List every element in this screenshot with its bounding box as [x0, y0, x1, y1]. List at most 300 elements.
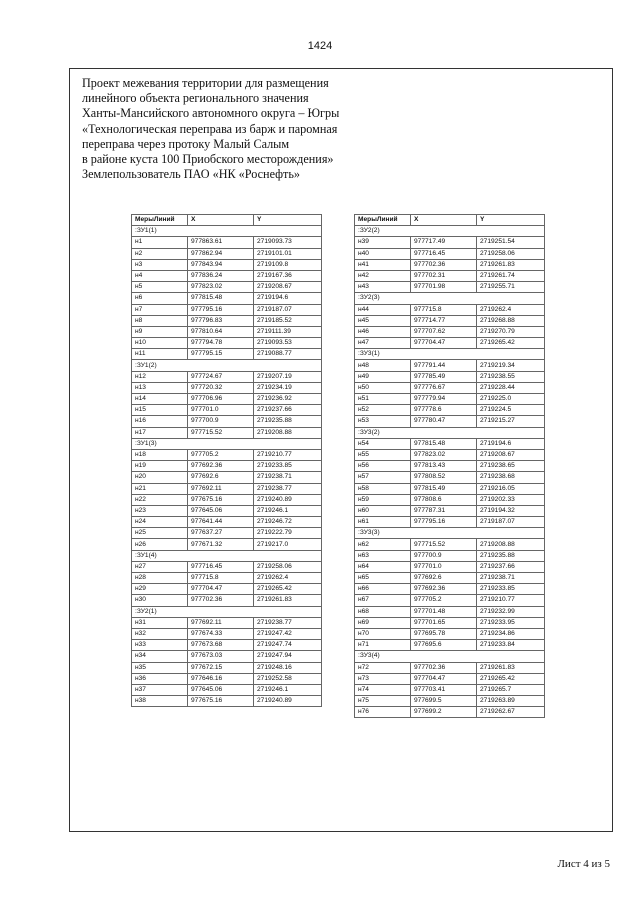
coord-x: 977705.2	[411, 595, 477, 606]
coord-x: 977813.43	[411, 461, 477, 472]
point-name: н58	[355, 483, 411, 494]
page-number: 1424	[307, 40, 333, 52]
group-row	[132, 226, 322, 237]
coord-y: 2719093.53	[254, 338, 322, 349]
point-name: н50	[355, 382, 411, 393]
coord-x: 977701.48	[411, 606, 477, 617]
table-row	[355, 539, 545, 550]
coord-x: 977703.41	[411, 684, 477, 695]
coord-x: 977701.98	[411, 282, 477, 293]
coord-x: 977673.68	[188, 640, 254, 651]
coord-x: 977702.31	[411, 270, 477, 281]
table-row	[355, 707, 545, 718]
point-name: н63	[355, 550, 411, 561]
group-label: :ЗУ1(1)	[132, 226, 322, 237]
table-row	[355, 282, 545, 293]
coord-y: 2719224.5	[477, 405, 545, 416]
coord-x: 977715.8	[188, 573, 254, 584]
table-row	[355, 684, 545, 695]
group-row	[355, 651, 545, 662]
coord-x: 977795.16	[188, 304, 254, 315]
coord-y: 2719246.72	[254, 517, 322, 528]
table-row	[355, 640, 545, 651]
table-row	[132, 505, 322, 516]
coord-x: 977707.62	[411, 326, 477, 337]
table-row	[132, 248, 322, 259]
coord-y: 2719261.74	[477, 270, 545, 281]
coord-x: 977716.45	[411, 248, 477, 259]
coord-y: 2719233.85	[477, 584, 545, 595]
title-line: переправа через протоку Малый Салым	[82, 136, 290, 151]
coord-y: 2719187.07	[477, 517, 545, 528]
table-row	[132, 293, 322, 304]
table-row	[132, 304, 322, 315]
coord-y: 2719265.42	[477, 338, 545, 349]
coord-y: 2719238.77	[254, 483, 322, 494]
coord-x: 977645.06	[188, 505, 254, 516]
coord-x: 977778.6	[411, 405, 477, 416]
coord-x: 977692.36	[188, 461, 254, 472]
title-line: Проект межевания территории для размещения	[82, 76, 329, 90]
coord-y: 2719238.71	[477, 573, 545, 584]
coord-x: 977700.9	[188, 416, 254, 427]
coord-y: 2719268.88	[477, 315, 545, 326]
coord-x: 977695.78	[411, 628, 477, 639]
coord-x: 977702.36	[188, 595, 254, 606]
group-row	[355, 349, 545, 360]
coord-x: 977692.6	[411, 573, 477, 584]
coord-y: 2719237.66	[254, 405, 322, 416]
point-name: н24	[132, 517, 188, 528]
group-row	[132, 606, 322, 617]
point-name: н42	[355, 270, 411, 281]
group-label: :ЗУ3(1)	[355, 349, 545, 360]
point-name: н60	[355, 505, 411, 516]
point-name: н26	[132, 539, 188, 550]
point-name: н45	[355, 315, 411, 326]
point-name: н8	[132, 315, 188, 326]
table-row	[132, 371, 322, 382]
coord-x: 977706.96	[188, 394, 254, 405]
point-name: н6	[132, 293, 188, 304]
coord-y: 2719261.83	[254, 595, 322, 606]
coordinates-table-right	[354, 214, 545, 718]
table-row	[132, 394, 322, 405]
coord-y: 2719238.71	[254, 472, 322, 483]
document-title	[82, 76, 382, 182]
coord-y: 2719238.65	[477, 461, 545, 472]
point-name: н51	[355, 394, 411, 405]
table-row	[355, 662, 545, 673]
group-row	[132, 550, 322, 561]
table-row	[132, 617, 322, 628]
point-name: н7	[132, 304, 188, 315]
point-name: н41	[355, 259, 411, 270]
coord-x: 977715.52	[411, 539, 477, 550]
coord-y: 2719093.73	[254, 237, 322, 248]
coord-y: 2719240.89	[254, 494, 322, 505]
coord-y: 2719270.79	[477, 326, 545, 337]
coord-x: 977646.16	[188, 673, 254, 684]
coord-x: 977641.44	[188, 517, 254, 528]
point-name: н64	[355, 561, 411, 572]
table-row	[355, 584, 545, 595]
coord-y: 2719247.94	[254, 651, 322, 662]
point-name: н39	[355, 237, 411, 248]
point-name: н61	[355, 517, 411, 528]
coord-x: 977672.15	[188, 662, 254, 673]
point-name: н62	[355, 539, 411, 550]
point-name: н13	[132, 382, 188, 393]
coord-x: 977675.16	[188, 494, 254, 505]
group-row	[132, 438, 322, 449]
table-row	[355, 673, 545, 684]
point-name: н30	[132, 595, 188, 606]
coord-x: 977673.03	[188, 651, 254, 662]
group-row	[132, 360, 322, 371]
coord-y: 2719235.88	[477, 550, 545, 561]
table-row	[355, 326, 545, 337]
table-row	[355, 248, 545, 259]
point-name: н65	[355, 573, 411, 584]
point-name: н28	[132, 573, 188, 584]
coord-x: 977780.47	[411, 416, 477, 427]
coord-y: 2719208.67	[254, 282, 322, 293]
coord-y: 2719237.66	[477, 561, 545, 572]
group-label: :ЗУ1(2)	[132, 360, 322, 371]
table-row	[355, 304, 545, 315]
coord-x: 977716.45	[188, 561, 254, 572]
point-name: н71	[355, 640, 411, 651]
coord-x: 977702.36	[411, 662, 477, 673]
coord-y: 2719248.16	[254, 662, 322, 673]
coord-x: 977702.36	[411, 259, 477, 270]
table-row	[132, 573, 322, 584]
point-name: н27	[132, 561, 188, 572]
coord-y: 2719234.19	[254, 382, 322, 393]
group-row	[355, 427, 545, 438]
coord-x: 977795.16	[411, 517, 477, 528]
coord-x: 977785.49	[411, 371, 477, 382]
point-name: н2	[132, 248, 188, 259]
point-name: н67	[355, 595, 411, 606]
table-row	[355, 405, 545, 416]
coord-y: 2719246.1	[254, 684, 322, 695]
point-name: н66	[355, 584, 411, 595]
table-row	[355, 595, 545, 606]
coord-x: 977808.6	[411, 494, 477, 505]
table-row	[132, 640, 322, 651]
table-row	[355, 573, 545, 584]
table-row	[355, 382, 545, 393]
coord-x: 977843.94	[188, 259, 254, 270]
point-name: н44	[355, 304, 411, 315]
point-name: н54	[355, 438, 411, 449]
table-row	[355, 472, 545, 483]
header-y: Y	[477, 215, 545, 226]
point-name: н29	[132, 584, 188, 595]
table-row	[132, 472, 322, 483]
table-row	[355, 338, 545, 349]
point-name: н32	[132, 628, 188, 639]
coord-y: 2719258.06	[477, 248, 545, 259]
coord-y: 2719202.33	[477, 494, 545, 505]
point-name: н3	[132, 259, 188, 270]
coord-x: 977695.6	[411, 640, 477, 651]
table-row	[132, 461, 322, 472]
table-row	[132, 237, 322, 248]
coord-x: 977699.2	[411, 707, 477, 718]
group-row	[355, 226, 545, 237]
coord-x: 977701.0	[188, 405, 254, 416]
title-line: в районе куста 100 Приобского месторождения»	[82, 152, 334, 167]
coord-y: 2719194.6	[477, 438, 545, 449]
coord-y: 2719187.07	[254, 304, 322, 315]
table-row	[132, 338, 322, 349]
group-label: :ЗУ3(4)	[355, 651, 545, 662]
point-name: н33	[132, 640, 188, 651]
title-line: линейного объекта регионального значения	[82, 91, 309, 106]
table-row	[132, 416, 322, 427]
coord-x: 977700.9	[411, 550, 477, 561]
coord-x: 977645.06	[188, 684, 254, 695]
point-name: н37	[132, 684, 188, 695]
coord-y: 2719258.06	[254, 561, 322, 572]
table-row	[132, 405, 322, 416]
table-row	[355, 360, 545, 371]
table-row	[132, 282, 322, 293]
point-name: н59	[355, 494, 411, 505]
coord-y: 2719111.39	[254, 326, 322, 337]
point-name: н73	[355, 673, 411, 684]
point-name: н76	[355, 707, 411, 718]
coord-y: 2719247.42	[254, 628, 322, 639]
table-row	[355, 394, 545, 405]
table-row	[132, 326, 322, 337]
coord-x: 977637.27	[188, 528, 254, 539]
coord-x: 977671.32	[188, 539, 254, 550]
table-row	[132, 427, 322, 438]
coord-y: 2719216.05	[477, 483, 545, 494]
coord-x: 977674.33	[188, 628, 254, 639]
coord-x: 977692.11	[188, 617, 254, 628]
coord-x: 977823.02	[188, 282, 254, 293]
coord-y: 2719265.42	[254, 584, 322, 595]
point-name: н57	[355, 472, 411, 483]
header-measures: МерыЛиний	[355, 215, 411, 226]
coord-x: 977779.94	[411, 394, 477, 405]
coord-x: 977862.94	[188, 248, 254, 259]
table-row	[132, 696, 322, 707]
coord-y: 2719262.4	[477, 304, 545, 315]
point-name: н5	[132, 282, 188, 293]
coord-y: 2719208.88	[477, 539, 545, 550]
table-row	[132, 561, 322, 572]
coord-y: 2719238.55	[477, 371, 545, 382]
coord-y: 2719251.54	[477, 237, 545, 248]
point-name: н12	[132, 371, 188, 382]
table-row	[132, 259, 322, 270]
point-name: н40	[355, 248, 411, 259]
coord-x: 977815.48	[188, 293, 254, 304]
point-name: н38	[132, 696, 188, 707]
table-row	[355, 315, 545, 326]
table-row	[132, 662, 322, 673]
coord-x: 977823.02	[411, 449, 477, 460]
point-name: н16	[132, 416, 188, 427]
coord-x: 977808.52	[411, 472, 477, 483]
table-row	[132, 628, 322, 639]
coord-y: 2719235.88	[254, 416, 322, 427]
coord-y: 2719265.42	[477, 673, 545, 684]
coord-x: 977701.0	[411, 561, 477, 572]
coord-y: 2719109.8	[254, 259, 322, 270]
point-name: н52	[355, 405, 411, 416]
coord-y: 2719265.7	[477, 684, 545, 695]
coord-y: 2719208.88	[254, 427, 322, 438]
table-row	[355, 550, 545, 561]
table-row	[355, 461, 545, 472]
point-name: н75	[355, 696, 411, 707]
coord-y: 2719240.89	[254, 696, 322, 707]
coord-y: 2719207.19	[254, 371, 322, 382]
group-row	[355, 293, 545, 304]
table-row	[132, 528, 322, 539]
point-name: н22	[132, 494, 188, 505]
coord-y: 2719252.58	[254, 673, 322, 684]
header-y: Y	[254, 215, 322, 226]
sheet-number: Лист 4 из 5	[557, 858, 610, 870]
coord-y: 2719234.86	[477, 628, 545, 639]
coord-y: 2719233.95	[477, 617, 545, 628]
coord-y: 2719238.77	[254, 617, 322, 628]
table-row	[132, 494, 322, 505]
coord-x: 977705.2	[188, 449, 254, 460]
coord-y: 2719262.67	[477, 707, 545, 718]
title-line: «Технологическая переправа из барж и паромная	[82, 121, 338, 136]
coord-x: 977692.36	[411, 584, 477, 595]
table-row	[355, 494, 545, 505]
group-label: :ЗУ2(2)	[355, 226, 545, 237]
table-row	[132, 517, 322, 528]
point-name: н14	[132, 394, 188, 405]
coord-x: 977794.78	[188, 338, 254, 349]
point-name: н34	[132, 651, 188, 662]
coord-y: 2719261.83	[477, 259, 545, 270]
point-name: н43	[355, 282, 411, 293]
point-name: н53	[355, 416, 411, 427]
point-name: н49	[355, 371, 411, 382]
group-label: :ЗУ3(3)	[355, 528, 545, 539]
point-name: н4	[132, 270, 188, 281]
coord-y: 2719088.77	[254, 349, 322, 360]
header-x: X	[188, 215, 254, 226]
header-x: X	[411, 215, 477, 226]
point-name: н1	[132, 237, 188, 248]
table-row	[355, 606, 545, 617]
coord-y: 2719255.71	[477, 282, 545, 293]
title-line: Землепользователь ПАО «НК «Роснефть»	[82, 167, 301, 182]
table-row	[132, 584, 322, 595]
point-name: н68	[355, 606, 411, 617]
table-row	[132, 349, 322, 360]
point-name: н47	[355, 338, 411, 349]
table-row	[132, 539, 322, 550]
coord-x: 977715.8	[411, 304, 477, 315]
coord-x: 977717.49	[411, 237, 477, 248]
coord-x: 977704.47	[411, 673, 477, 684]
table-row	[132, 270, 322, 281]
coord-y: 2719232.99	[477, 606, 545, 617]
coord-x: 977796.83	[188, 315, 254, 326]
table-row	[355, 483, 545, 494]
coord-y: 2719210.77	[254, 449, 322, 460]
point-name: н35	[132, 662, 188, 673]
table-header-row	[355, 215, 545, 226]
point-name: н21	[132, 483, 188, 494]
coord-y: 2719222.79	[254, 528, 322, 539]
point-name: н11	[132, 349, 188, 360]
coord-y: 2719261.83	[477, 662, 545, 673]
point-name: н10	[132, 338, 188, 349]
coord-y: 2719262.4	[254, 573, 322, 584]
coord-x: 977810.64	[188, 326, 254, 337]
table-row	[355, 505, 545, 516]
header-measures: МерыЛиний	[132, 215, 188, 226]
table-row	[355, 628, 545, 639]
group-row	[355, 528, 545, 539]
coordinates-table-left	[131, 214, 322, 707]
table-row	[132, 483, 322, 494]
point-name: н19	[132, 461, 188, 472]
table-row	[132, 382, 322, 393]
coord-y: 2719225.0	[477, 394, 545, 405]
coord-x: 977795.15	[188, 349, 254, 360]
point-name: н69	[355, 617, 411, 628]
coord-x: 977714.77	[411, 315, 477, 326]
coord-x: 977815.49	[411, 483, 477, 494]
coord-y: 2719233.85	[254, 461, 322, 472]
point-name: н18	[132, 449, 188, 460]
group-label: :ЗУ2(3)	[355, 293, 545, 304]
table-row	[355, 517, 545, 528]
coord-y: 2719101.01	[254, 248, 322, 259]
point-name: н31	[132, 617, 188, 628]
point-name: н23	[132, 505, 188, 516]
coord-x: 977692.11	[188, 483, 254, 494]
point-name: н46	[355, 326, 411, 337]
point-name: н15	[132, 405, 188, 416]
coord-y: 2719228.44	[477, 382, 545, 393]
table-row	[355, 270, 545, 281]
coord-y: 2719233.84	[477, 640, 545, 651]
point-name: н72	[355, 662, 411, 673]
table-row	[132, 673, 322, 684]
point-name: н17	[132, 427, 188, 438]
coord-x: 977701.65	[411, 617, 477, 628]
table-row	[132, 684, 322, 695]
table-row	[355, 259, 545, 270]
point-name: н74	[355, 684, 411, 695]
table-row	[355, 438, 545, 449]
point-name: н20	[132, 472, 188, 483]
point-name: н56	[355, 461, 411, 472]
coord-x: 977675.16	[188, 696, 254, 707]
coord-x: 977836.24	[188, 270, 254, 281]
table-row	[132, 651, 322, 662]
coord-x: 977720.32	[188, 382, 254, 393]
coord-x: 977715.52	[188, 427, 254, 438]
